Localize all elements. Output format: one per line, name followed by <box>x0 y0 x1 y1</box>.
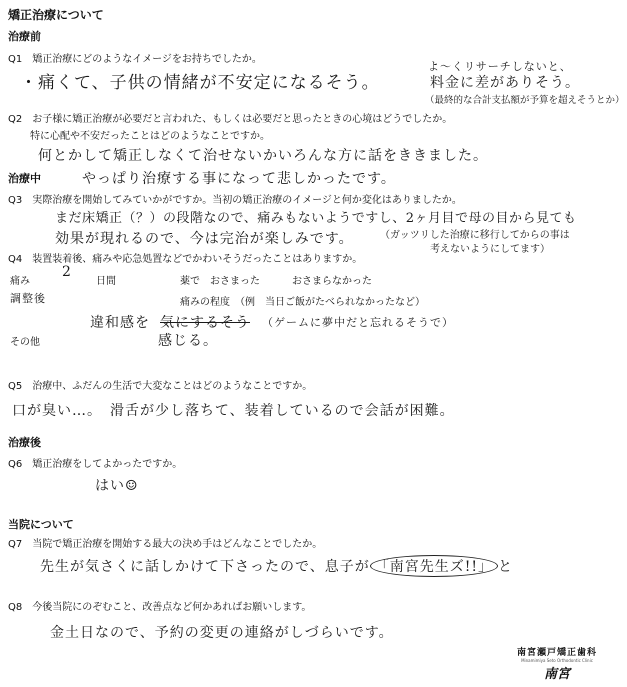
q4-medicine: 薬で <box>180 276 200 287</box>
q7-answer-post: と <box>497 559 513 575</box>
q1-note-2: 料金に差がありそう。 <box>430 75 580 91</box>
q7-answer <box>40 555 513 577</box>
clinic-signature: 南宮 <box>543 667 570 682</box>
q4-not-settled: おさまらなかった <box>292 276 372 287</box>
q4-label: Q4 装置装着後、痛みや応急処置などでかわいそうだったことはありますか。 <box>8 254 363 265</box>
q3-pre-answer: やっぱり治療する事になって悲しかったです。 <box>82 171 396 187</box>
q5-answer: 口が臭い…。 滑舌が少し落ちて、装着しているので会話が困難。 <box>12 403 455 419</box>
q4-pain-value: 2 <box>62 264 72 280</box>
q1-note-3: （最終的な合計支払額が予算を超えそうとか） <box>425 95 625 106</box>
q3-answer-2: 効果が現れるので、今は完治が楽しみです。 <box>55 231 354 247</box>
q7-answer-pre: 先生が気さくに話しかけて下さったので、息子が <box>40 559 370 575</box>
section-clinic: 当院について <box>8 518 74 531</box>
q4-adjust: 調整後 <box>10 292 46 305</box>
q4-answer-2: （ゲームに夢中だと忘れるそうで） <box>262 316 454 329</box>
q3-answer-note-2: 考えないようにしてます） <box>430 244 550 255</box>
q4-degree: 痛みの程度 （例 当日ご飯がたべられなかったなど） <box>180 297 425 308</box>
clinic-subtitle: Minamimiya Seto Orthodontic Clinic <box>521 658 593 663</box>
q6-label: Q6 矯正治療をしてよかったですか。 <box>8 459 183 470</box>
q4-days-label: 日間 <box>96 276 116 287</box>
q4-answer-1: 違和感を <box>90 315 150 331</box>
q4-answer-3: 感じる。 <box>158 333 218 349</box>
q1-label: Q1 矯正治療にどのようなイメージをお持ちでしたか。 <box>8 54 262 65</box>
q3-label: Q3 実際治療を開始してみていかがですか。当初の矯正治療のイメージと何か変化はありましたか。 <box>8 195 462 206</box>
q4-other: その他 <box>10 337 40 348</box>
q7-label: Q7 当院で矯正治療を開始する最大の決め手はどんなことでしたか。 <box>8 539 323 550</box>
section-before: 治療前 <box>8 30 41 43</box>
page-title: 矯正治療について <box>8 8 104 22</box>
clinic-logo <box>507 645 607 682</box>
q8-label: Q8 今後当院にのぞむこと、改善点など何かあればお願いします。 <box>8 602 312 613</box>
q6-answer: はい☺ <box>95 478 139 494</box>
section-during: 治療中 <box>8 172 41 185</box>
q1-note-1: よ〜くリサーチしないと、 <box>428 60 572 73</box>
q3-answer-note: （ガッツリした治療に移行してからの事は <box>380 230 570 241</box>
q4-answer-strike: 気にするそう <box>160 315 250 331</box>
q3-answer-1: まだ床矯正（？）の段階なので、痛みもないようですし、2ヶ月目で母の目から見ても <box>55 211 577 226</box>
q5-label: Q5 治療中、ふだんの生活で大変なことはどのようなことですか。 <box>8 381 313 392</box>
q2-answer: 何とかして矯正しなくて治せないかいろんな方に話をききました。 <box>38 148 488 164</box>
q8-answer: 金土日なので、予約の変更の連絡がしづらいです。 <box>50 625 394 641</box>
q4-settled: おさまった <box>210 276 260 287</box>
q2-label-2: 特に心配や不安だったことはどのようなことですか。 <box>30 131 270 142</box>
q1-answer: ・痛くて、子供の情緒が不安定になるそう。 <box>20 73 380 93</box>
section-after: 治療後 <box>8 436 41 449</box>
q7-answer-circle: 「南宮先生ズ!!」 <box>370 555 498 577</box>
clinic-name: 南宮瀬戸矯正歯科 <box>516 648 597 658</box>
q4-pain-label: 痛み <box>10 276 30 287</box>
q2-label-1: Q2 お子様に矯正治療が必要だと言われた、もしくは必要だと思ったときの心境はどうでしたか。 <box>8 114 453 125</box>
